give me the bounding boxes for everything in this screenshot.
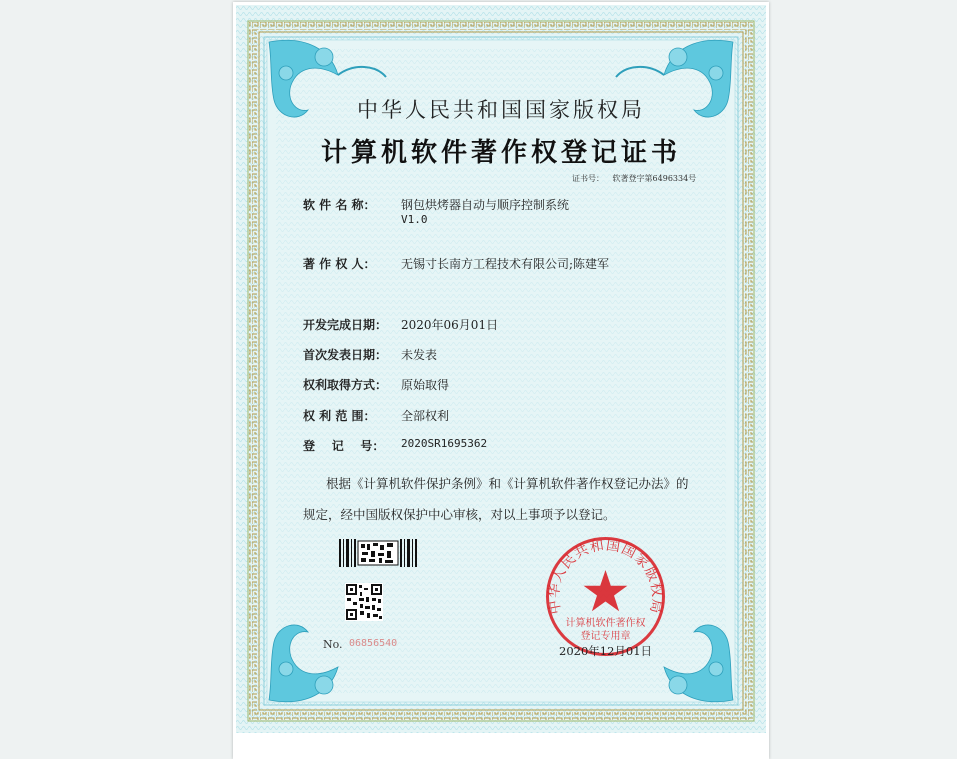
field-label-first-publication: 首次发表日期： <box>303 348 388 362</box>
field-label-registration-no: 登 记 号： <box>303 439 385 453</box>
legal-paragraph-line1: 根据《计算机软件保护条例》和《计算机软件著作权登记办法》的 <box>326 476 689 491</box>
field-label-acquisition-method: 权利取得方式： <box>303 378 388 392</box>
serial-number-label: No. <box>323 638 343 651</box>
document-page <box>233 2 769 759</box>
field-value-software-version: V1.0 <box>401 213 428 226</box>
serial-number-value: 06856540 <box>349 638 398 649</box>
field-label-rights-scope: 权 利 范 围： <box>303 409 376 423</box>
issue-date: 2020年12月01日 <box>559 644 653 658</box>
certificate <box>236 5 766 733</box>
certificate-number-value: 软著登字第6496334号 <box>612 174 697 183</box>
barcode <box>339 539 419 567</box>
field-value-rights-scope: 全部权利 <box>401 409 450 423</box>
field-value-acquisition-method: 原始取得 <box>401 378 450 392</box>
field-label-copyright-owner: 著 作 权 人： <box>303 257 376 271</box>
seal-star <box>584 570 628 611</box>
certificate-number-label: 证书号： <box>572 174 604 183</box>
field-value-first-publication: 未发表 <box>401 348 438 362</box>
seal-text-line2: 登记专用章 <box>580 631 631 642</box>
certificate-number <box>572 173 696 184</box>
authority-title: 中华人民共和国国家版权局 <box>357 98 645 122</box>
qr-code <box>345 583 383 621</box>
field-value-registration-no: 2020SR1695362 <box>401 437 488 450</box>
field-label-software-name: 软 件 名 称： <box>303 198 376 212</box>
legal-paragraph-line2: 规定，经中国版权保护中心审核，对以上事项予以登记。 <box>303 507 616 522</box>
field-value-completion-date: 2020年06月01日 <box>401 318 499 332</box>
field-label-completion-date: 开发完成日期： <box>303 318 388 332</box>
field-value-software-name: 钢包烘烤器自动与顺序控制系统 <box>401 198 570 212</box>
official-seal <box>543 534 668 659</box>
seal-ring-text: 中华人民共和国国家版权局 <box>546 537 665 616</box>
seal-text-line1: 计算机软件著作权 <box>565 618 646 629</box>
field-value-copyright-owner: 无锡寸长南方工程技术有限公司;陈建军 <box>401 257 610 271</box>
certificate-title: 计算机软件著作权登记证书 <box>320 138 681 168</box>
